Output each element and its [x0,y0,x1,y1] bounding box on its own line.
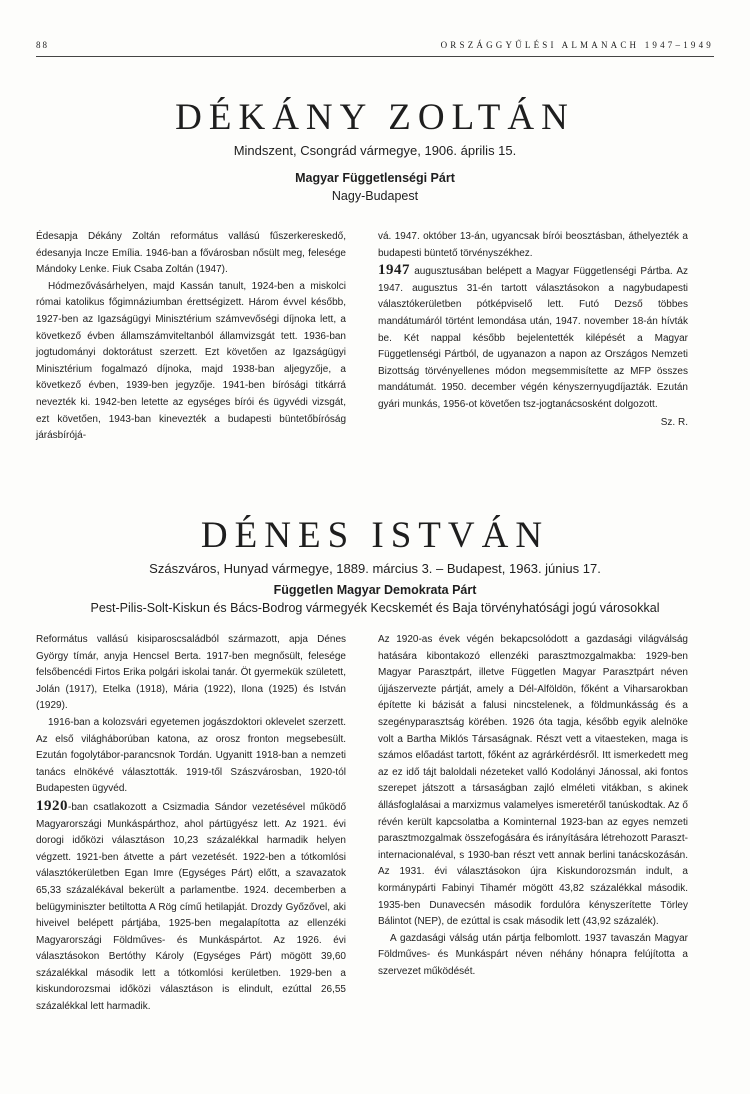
entry-party: Független Magyar Demokrata Párt [273,583,477,597]
year-marker: 1920 [36,797,68,814]
page-number: 88 [36,40,49,50]
running-header [36,40,714,54]
entry-birth: Mindszent, Csongrád vármegye, 1906. április 15. [233,143,517,158]
paragraph: 1916-ban a kolozsvári egyetemen jogászdoktori oklevelet szerzett. Az első világháborúban katona, az orosz fronton megsebesült. Ezután fogolytábor-parancsnok Tordán. Ugyanitt 1918-ban a nemzeti tanács elnökévé választották. 1919-től Szászvárosban, 1920-tól Budapesten ügyvéd. [36,716,346,795]
entry-right-column [378,632,688,980]
author-signature: Sz. R. [660,416,688,428]
paragraph: Hódmezővásárhelyen, majd Kassán tanult, 1924-ben a miskolci római katolikus főgimnáziumban érettségizett. Három évvel később, 1927-ben az Igazságügyi Minisztérium számvevőségi díjnoka lett, a következő évben államszámviteltanból államvizsgát tett. 1936-ban jogtudományi doktorátust szerzett. Ezt követően az Igazságügyi Minisztérium fogalmazó díjnoka, majd 1938-ban aljegyzője, a következő évben, 1939-ben jegyzője. 1941-ben bírósági titkárrá nevezték ki. 1942-ben letette az egységes bírói és ügyvédi vizsgát, ezt követően, 1943-ban kinevezték a budapesti büntetőbíróság járásbírójá- [36,280,346,442]
paragraph: vá. 1947. október 13-án, ugyancsak bírói beosztásban, áthelyezték a budapesti büntető törvényszékhez. [378,231,688,259]
paragraph: Édesapja Dékány Zoltán református vallású fűszerkereskedő, édesanyja Incze Emília. 1946-ban a fővárosban nősült meg, felesége Mándoky Lenke. Fiuk Csaba Zoltán (1947). [36,231,346,276]
entry-constituency: Nagy-Budapest [331,189,419,203]
year-marker: 1947 [378,262,410,279]
header-rule [36,56,714,57]
entry-constituency: Pest-Pilis-Solt-Kiskun és Bács-Bodrog vármegyék Kecskemét és Baja törvényhatósági jogú városokkal [90,601,660,615]
entry-left-column [36,632,346,1016]
entry-right-column [378,229,688,431]
running-title: ORSZÁGGYŰLÉSI ALMANACH 1947–1949 [440,40,714,50]
paragraph: 1920-ban csatlakozott a Csizmadia Sándor vezetésével működő Magyarországi Munkáspárthoz, ahol pártügyész lett. Az 1921. évi dorogi időközi választáson 10,23 százalékkal harmadik helyen végzett. 1921-ben átvette a párt vezetését. 1922-ben a tótkomlósi választókerületben Egan Imre (Egységes Párt) előtt, a szavazatok 65,33 százalékával bekerült a parlamentbe. 1924. decemberben a belügyminiszter betiltotta A Rög című hetilapját. Drozdy Győzővel, aki hiveivel belépett pártjába, 1925-ben megalapította az ellenzéki Magyarországi Földműves- és Munkáspártot. Az 1926. évi választásokon Bertóthy Károly (Egységes Párt) mögött 39,60 százalékkal második lett a tótkomlósi kerületben. 1929-ben a kiskundorozsmai időközi választáson is elindult, ezúttal 26,55 százalékkal lett harmadik. [36,797,346,1013]
entry-name: DÉKÁNY ZOLTÁN [175,97,575,138]
entry-heading [30,516,720,617]
paragraph: Református vallású kisiparoscsaládból származott, apja Dénes György tímár, anyja Hencsel Berta. 1917-ben megnősült, felesége felsőbencédi Firtos Erika polgári iskolai tanár. Öt gyermekük született, Jolán (1917), Etelka (1918), Mária (1922), Ilona (1925) és István (1929). [36,634,346,712]
entry-heading [30,98,720,205]
entry-left-column [36,229,346,445]
paragraph: 1947 augusztusában belépett a Magyar Függetlenségi Pártba. Az 1947. augusztus 31-én tartott választásokon a nagybudapesti választókerületben pótképviselő lett. Futó Dezső többes mandátumáról történt lemondása után, 1947. november 18-án hívták be. Két nappal később bejelentették kilépését a Magyar Függetlenségi Pártból, de ugyanazon a napon az Országos Nemzeti Bizottság törvényellenes módon megsemmisítette az MFP összes mandátumát. 1950. december végén kényszernyugdíjazták. Ezután gyári munkás, 1956-ot követően tsz-jogtanácsosként dolgozott. [378,262,688,410]
entry-birth: Szászváros, Hunyad vármegye, 1889. március 3. – Budapest, 1963. június 17. [149,561,601,576]
paragraph: Az 1920-as évek végén bekapcsolódott a gazdasági világválság hatására kibontakozó ellenzéki parasztmozgalmakba: 1929-ben Magyar Parasztpárt, illetve Független Magyar Parasztpárt néven újjászervezte pártját, amely a Dél-Alföldön, főként a Viharsarokban építette ki bázisát a falusi nincstelenek, a földmunkásság és a szegényparasztság körében. 1926 óta tagja, később egyik alelnöke volt a Bartha Miklós Társaságnak. Részt vett a vitaesteken, maga is számos előadást tartott, főként az agrárkérdésről. Itt ismerkedett meg az ez idő tájt baloldali nézeteket valló Kodolányi Jánossal, aki fontos szerepet játszott a társaságban zajló elméleti vitákban, s akinek állásfoglalásai a marxizmus valamelyes ismeretéről tanúskodtak. Az ő révén került kapcsolatba a Kominternal 1923-ban az egyes nemzeti parasztmozgalmak összefogására és irányítására létrehozott Paraszt-internacionaléval, s 1930-ban részt vett annak berlini tanácskozásán. Az 1931. évi választásokon újra Kiskundorozsmán indult, a kormánypárti Fabinyi Tihamér mögött 43,82 százalékkal második. 1935-ben Dunavecsén második fordulóra kényszerítette Törley Bálintot (NEP), de ezúttal is csak második lett (43,92 százalék). [378,634,688,928]
entry-party: Magyar Függetlenségi Párt [295,171,455,185]
paragraph: A gazdasági válság után pártja felbomlott. 1937 tavaszán Magyar Földműves- és Munkáspárt néven néhány hónapra felújította a szervezet működését. [378,932,688,977]
entry-name: DÉNES ISTVÁN [200,515,550,556]
